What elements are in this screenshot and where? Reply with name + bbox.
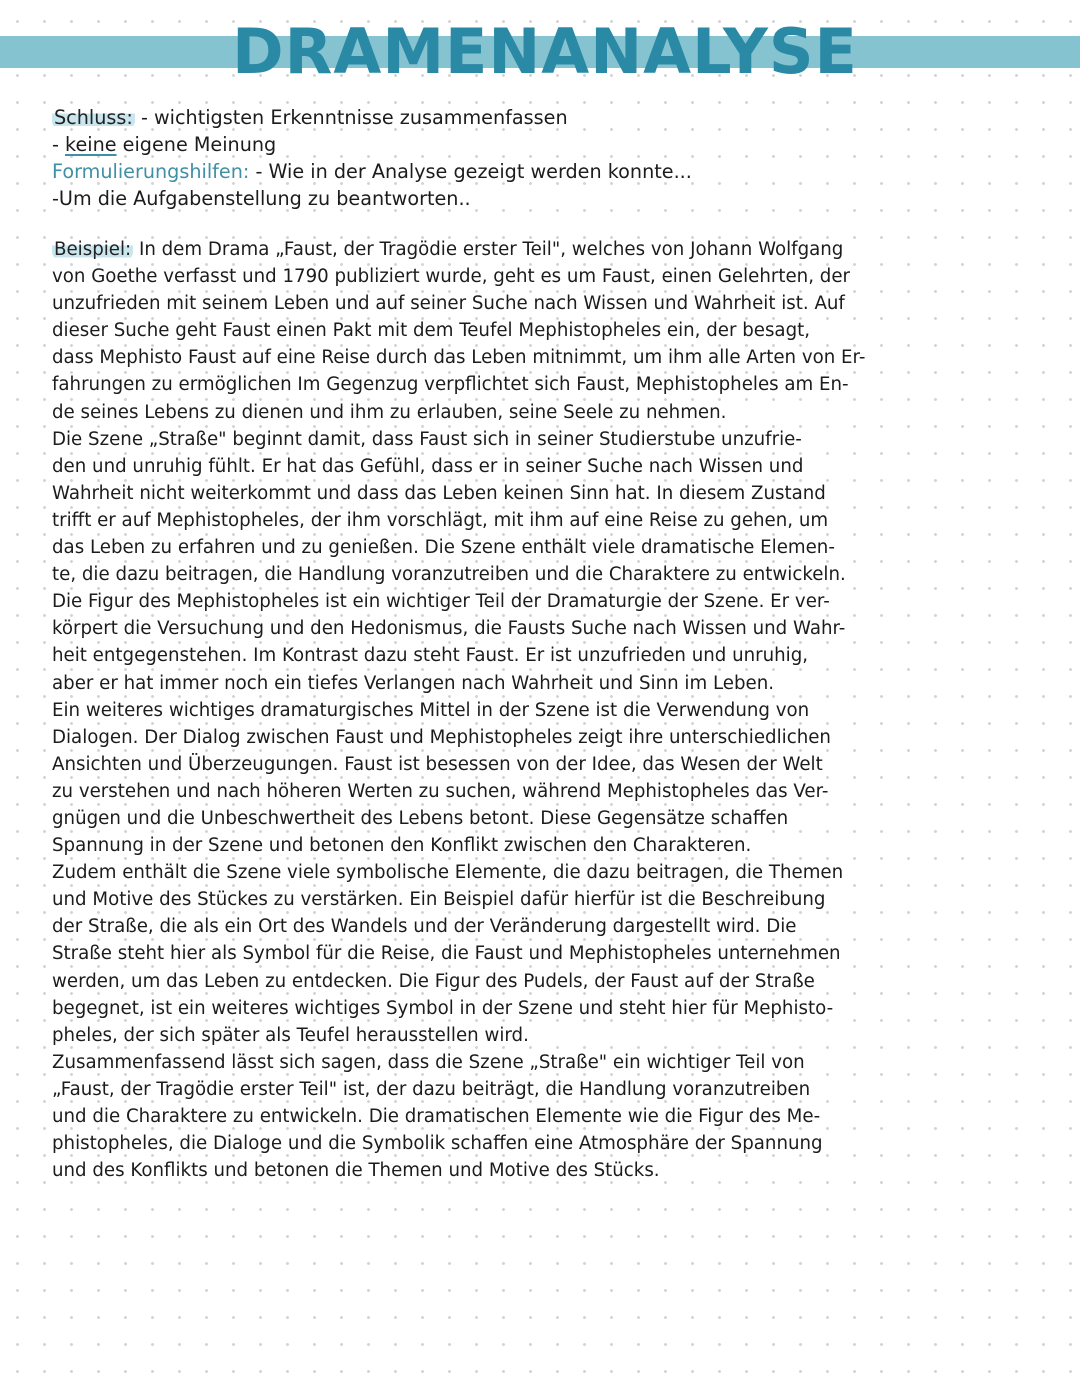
example-line: trifft er auf Mephistopheles, der ihm vorschlägt, mit ihm auf eine Reise zu gehen, um: [52, 509, 829, 531]
example-line: Zudem enthält die Szene viele symbolische Elemente, die dazu beitragen, die Themen: [52, 862, 844, 884]
schluss-line-2-prefix: -: [52, 133, 66, 156]
example-line: pheles, der sich später als Teufel herausstellen wird.: [52, 1024, 529, 1046]
example-line: und Motive des Stückes zu verstärken. Ein Beispiel dafür hierfür ist die Beschreibung: [52, 889, 826, 911]
schluss-line-1: [52, 104, 1052, 131]
example-line: dieser Suche geht Faust einen Pakt mit dem Teufel Mephistopheles ein, der besagt,: [52, 320, 811, 342]
example-line: heit entgegenstehen. Im Kontrast dazu steht Faust. Er ist unzufrieden und unruhig,: [52, 645, 809, 667]
example-line: Straße steht hier als Symbol für die Reise, die Faust und Mephistopheles unternehmen: [52, 943, 841, 965]
example-line: phistopheles, die Dialoge und die Symbolik schaffen eine Atmosphäre der Spannung: [52, 1133, 823, 1155]
example-line: körpert die Versuchung und den Hedonismus, die Fausts Suche nach Wissen und Wahr-: [52, 618, 846, 640]
schluss-section: [52, 104, 1052, 212]
page-title: DRAMENANALYSE: [232, 15, 858, 88]
schluss-label: Schluss:: [54, 106, 133, 129]
example-line: fahrungen zu ermöglichen Im Gegenzug verpflichtet sich Faust, Mephistopheles am En-: [52, 374, 849, 396]
example-line: gnügen und die Unbeschwertheit des Lebens betont. Diese Gegensätze schaffen: [52, 807, 789, 829]
example-line: der Straße, die als ein Ort des Wandels und der Veränderung dargestellt wird. Die: [52, 916, 797, 938]
example-line: Ein weiteres wichtiges dramaturgisches Mittel in der Szene ist die Verwendung von: [52, 699, 810, 721]
example-section: [52, 236, 1062, 1184]
example-line: Die Figur des Mephistopheles ist ein wichtiger Teil der Dramaturgie der Szene. Er ver-: [52, 591, 830, 613]
example-line: te, die dazu beitragen, die Handlung voranzutreiben und die Charaktere zu entwickeln.: [52, 564, 846, 586]
formulierungshilfen-text: - Wie in der Analyse gezeigt werden konnte...: [249, 160, 692, 183]
example-line: dass Mephisto Faust auf eine Reise durch das Leben mitnimmt, um ihm alle Arten von Er-: [52, 347, 866, 369]
example-line: Zusammenfassend lässt sich sagen, dass die Szene „Straße" ein wichtiger Teil von: [52, 1051, 805, 1073]
example-line: und des Konflikts und betonen die Themen und Motive des Stücks.: [52, 1160, 660, 1182]
example-line: Wahrheit nicht weiterkommt und dass das Leben keinen Sinn hat. In diesem Zustand: [52, 482, 826, 504]
example-label: Beispiel:: [54, 239, 132, 260]
example-line: Die Szene „Straße" beginnt damit, dass Faust sich in seiner Studierstube unzufrie-: [52, 428, 802, 450]
example-line: aber er hat immer noch ein tiefes Verlangen nach Wahrheit und Sinn im Leben.: [52, 672, 775, 694]
example-first-line-text: In dem Drama „Faust, der Tragödie erster Teil", welches von Johann Wolfgang: [133, 239, 844, 260]
example-line: begegnet, ist ein weiteres wichtiges Symbol in der Szene und steht hier für Mephisto-: [52, 997, 834, 1019]
example-line: Dialogen. Der Dialog zwischen Faust und Mephistopheles zeigt ihre unterschiedlichen: [52, 726, 831, 748]
formulierungshilfen-line: [52, 158, 1052, 185]
example-line: unzufrieden mit seinem Leben und auf seiner Suche nach Wissen und Wahrheit ist. Auf: [52, 293, 845, 315]
example-line: werden, um das Leben zu entdecken. Die Figur des Pudels, der Faust auf der Straße: [52, 970, 815, 992]
schluss-line-4: -Um die Aufgabenstellung zu beantworten..: [52, 187, 471, 210]
example-line: von Goethe verfasst und 1790 publiziert wurde, geht es um Faust, einen Gelehrten, der: [52, 266, 850, 288]
example-line: den und unruhig fühlt. Er hat das Gefühl, dass er in seiner Suche nach Wissen und: [52, 455, 804, 477]
example-line: das Leben zu erfahren und zu genießen. Die Szene enthält viele dramatische Elemen-: [52, 537, 835, 559]
example-line: Spannung in der Szene und betonen den Konflikt zwischen den Charakteren.: [52, 835, 752, 857]
schluss-line-1-text: - wichtigsten Erkenntnisse zusammenfassen: [134, 106, 568, 129]
schluss-keine-underlined: keine: [65, 133, 117, 156]
example-line: und die Charaktere zu entwickeln. Die dramatischen Elemente wie die Figur des Me-: [52, 1106, 821, 1127]
example-line: „Faust, der Tragödie erster Teil" ist, der dazu beiträgt, die Handlung voranzutreiben: [52, 1078, 811, 1100]
example-first-line: [52, 236, 1062, 263]
formulierungshilfen-label: Formulierungshilfen:: [52, 160, 250, 183]
example-line: zu verstehen und nach höheren Werten zu suchen, während Mephistopheles das Ver-: [52, 780, 829, 802]
schluss-line-2-text: eigene Meinung: [116, 133, 277, 156]
example-line: Ansichten und Überzeugungen. Faust ist besessen von der Idee, das Wesen der Welt: [52, 753, 823, 775]
schluss-line-2: [52, 131, 1052, 158]
example-line: de seines Lebens zu dienen und ihm zu erlauben, seine Seele zu nehmen.: [52, 401, 727, 423]
